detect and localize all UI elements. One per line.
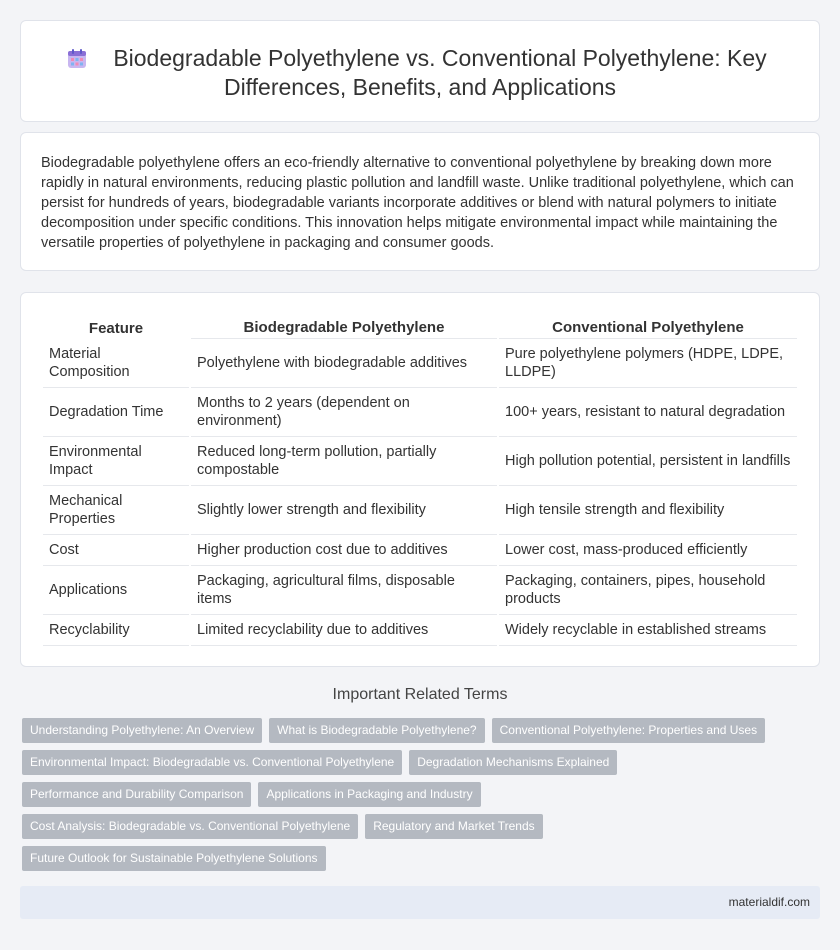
related-term-tag[interactable]: Cost Analysis: Biodegradable vs. Conventional Polyethylene — [22, 814, 358, 839]
table-header-biodegradable: Biodegradable Polyethylene — [191, 315, 497, 339]
table-cell-biodegradable: Months to 2 years (dependent on environment) — [191, 388, 497, 437]
table-cell-feature: Degradation Time — [43, 388, 189, 437]
table-cell-conventional: High pollution potential, persistent in landfills — [499, 437, 797, 486]
header-card — [20, 20, 820, 122]
table-cell-conventional: 100+ years, resistant to natural degradation — [499, 388, 797, 437]
table-row — [43, 615, 797, 646]
table-cell-biodegradable: Higher production cost due to additives — [191, 535, 497, 566]
footer-site-link[interactable]: materialdif.com — [728, 895, 810, 909]
related-term-tag[interactable]: Regulatory and Market Trends — [365, 814, 542, 839]
table-cell-feature: Recyclability — [43, 615, 189, 646]
table-header-conventional: Conventional Polyethylene — [499, 315, 797, 339]
related-term-tag[interactable]: Future Outlook for Sustainable Polyethylene Solutions — [22, 846, 326, 871]
title-line-1: Biodegradable Polyethylene vs. Conventional Polyethylene: Key — [113, 45, 767, 71]
page-title — [21, 44, 819, 102]
table-row — [43, 486, 797, 535]
table-cell-feature: Material Composition — [43, 339, 189, 388]
table-cell-feature: Mechanical Properties — [43, 486, 189, 535]
related-term-tag[interactable]: Environmental Impact: Biodegradable vs. Conventional Polyethylene — [22, 750, 402, 775]
comparison-table — [41, 315, 799, 646]
related-term-tag[interactable]: Degradation Mechanisms Explained — [409, 750, 617, 775]
table-row — [43, 566, 797, 615]
table-cell-conventional: Packaging, containers, pipes, household products — [499, 566, 797, 615]
related-term-tag[interactable]: What is Biodegradable Polyethylene? — [269, 718, 484, 743]
intro-paragraph: Biodegradable polyethylene offers an eco-friendly alternative to conventional polyethylene by breaking down more rapidly in natural environments, reducing plastic pollution and landfill waste. Unlike traditional polyethylene, which can persist for hundreds of years, biodegradable variants incorporate additives or blend with natural polymers to initiate decomposition under specific conditions. This innovation helps mitigate environmental impact while maintaining the versatile properties of polyethylene in packaging and consumer goods. — [41, 155, 794, 251]
table-row — [43, 339, 797, 388]
comparison-table-card — [20, 292, 820, 667]
related-terms-list — [22, 718, 822, 878]
table-cell-biodegradable: Slightly lower strength and flexibility — [191, 486, 497, 535]
intro-card — [20, 132, 820, 271]
table-row — [43, 437, 797, 486]
table-cell-conventional: High tensile strength and flexibility — [499, 486, 797, 535]
footer — [20, 886, 820, 919]
table-cell-biodegradable: Packaging, agricultural films, disposable items — [191, 566, 497, 615]
table-cell-conventional: Widely recyclable in established streams — [499, 615, 797, 646]
related-term-tag[interactable]: Understanding Polyethylene: An Overview — [22, 718, 262, 743]
table-cell-biodegradable: Limited recyclability due to additives — [191, 615, 497, 646]
table-row — [43, 535, 797, 566]
table-cell-biodegradable: Polyethylene with biodegradable additives — [191, 339, 497, 388]
related-term-tag[interactable]: Applications in Packaging and Industry — [258, 782, 480, 807]
title-line-2: Differences, Benefits, and Applications — [223, 74, 617, 100]
table-cell-biodegradable: Reduced long-term pollution, partially compostable — [191, 437, 497, 486]
table-cell-conventional: Lower cost, mass-produced efficiently — [499, 535, 797, 566]
table-cell-feature: Cost — [43, 535, 189, 566]
related-term-tag[interactable]: Conventional Polyethylene: Properties and Uses — [492, 718, 765, 743]
related-terms-heading: Important Related Terms — [332, 686, 508, 703]
related-term-tag[interactable]: Performance and Durability Comparison — [22, 782, 251, 807]
table-cell-conventional: Pure polyethylene polymers (HDPE, LDPE, LLDPE) — [499, 339, 797, 388]
table-header-feature: Feature — [88, 319, 144, 337]
table-cell-feature: Environmental Impact — [43, 437, 189, 486]
table-cell-feature: Applications — [43, 566, 189, 615]
table-row — [43, 388, 797, 437]
